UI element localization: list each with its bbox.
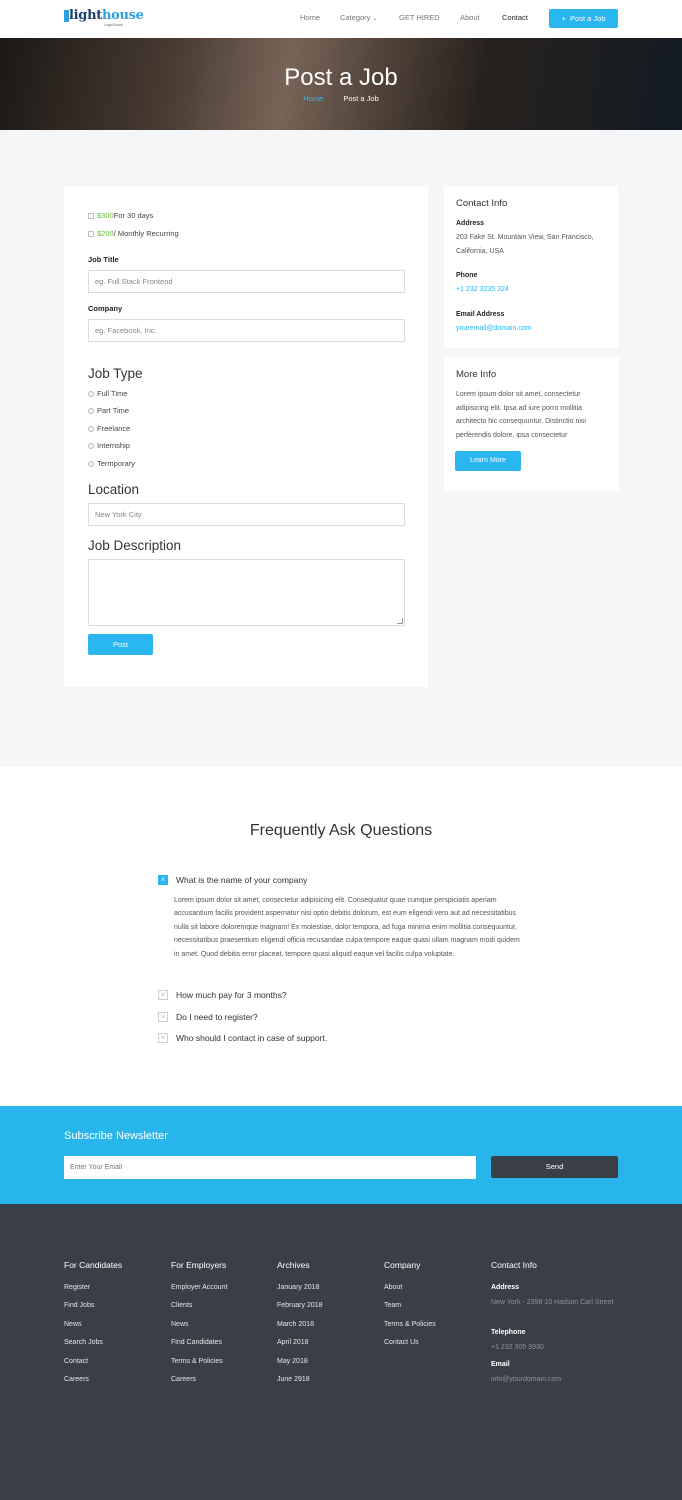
- chevron-down-icon: ˅: [158, 990, 168, 1000]
- footer-link[interactable]: Clients: [171, 1302, 193, 1309]
- faq-question-text: How much pay for 3 months?: [176, 990, 287, 1000]
- more-info-card: [444, 357, 618, 491]
- company-input[interactable]: eg. Facebook, Inc.: [88, 319, 405, 342]
- footer-address-label: Address: [491, 1284, 520, 1291]
- radio-icon: [88, 408, 94, 414]
- newsletter-email-input[interactable]: Enter Your Email: [64, 1156, 476, 1179]
- radio-icon: [88, 391, 94, 397]
- job-description-textarea[interactable]: [88, 559, 405, 626]
- job-type-heading: Job Type: [88, 366, 143, 381]
- hero-banner: [0, 38, 682, 130]
- footer-link[interactable]: Careers: [171, 1376, 196, 1383]
- resize-handle-icon[interactable]: [397, 618, 403, 624]
- post-job-section: [0, 130, 682, 767]
- footer-email-label: Email: [491, 1361, 510, 1368]
- radio-label: Termporary: [97, 459, 135, 468]
- job-type-temporary[interactable]: [88, 459, 135, 468]
- job-type-freelance[interactable]: [88, 424, 130, 433]
- footer-link[interactable]: News: [171, 1321, 189, 1328]
- newsletter-section: [0, 1106, 682, 1204]
- footer-candidates-title: For Candidates: [64, 1260, 123, 1270]
- location-input[interactable]: New York City: [88, 503, 405, 526]
- job-type-full-time[interactable]: [88, 389, 127, 398]
- footer-link[interactable]: Contact: [64, 1358, 89, 1365]
- faq-question-3[interactable]: [158, 1012, 258, 1022]
- footer-link[interactable]: Careers: [64, 1376, 89, 1383]
- footer-link[interactable]: January 2018: [277, 1284, 320, 1291]
- faq-question-text: Who should I contact in case of support.: [176, 1033, 328, 1043]
- radio-label: Part Time: [97, 406, 130, 415]
- job-type-internship[interactable]: [88, 441, 130, 450]
- plan-desc: For 30 days: [113, 211, 154, 220]
- footer-link[interactable]: March 2018: [277, 1321, 314, 1328]
- job-title-label: Job Title: [88, 255, 119, 264]
- faq-question-2[interactable]: [158, 990, 287, 1000]
- more-info-title: More Info: [456, 369, 497, 380]
- faq-question-text: Do I need to register?: [176, 1012, 258, 1022]
- nav-contact[interactable]: Contact: [502, 13, 528, 22]
- footer-link[interactable]: About: [384, 1284, 403, 1291]
- post-job-label: Post a Job: [570, 14, 606, 23]
- footer-link[interactable]: Terms & Policies: [384, 1321, 436, 1328]
- job-title-input[interactable]: eg. Full Stack Frontend: [88, 270, 405, 293]
- breadcrumb: [0, 94, 682, 103]
- email-link[interactable]: youremail@domain.com: [456, 325, 532, 332]
- footer-employers-title: For Employers: [171, 1260, 227, 1270]
- faq-question-text: What is the name of your company: [176, 875, 308, 885]
- footer-link[interactable]: Register: [64, 1284, 91, 1291]
- faq-answer-1: Lorem ipsum dolor sit amet, consectetur adipisicing elit. Consequatur quae cumque perspiciatis aperiam accusantium facilis provident aspernatur nisi optio debitis dolorum, est eum eligendi vero aut ad necessitatibus nulla sit labore doloremque magnam! Ex molestiae, dolor tempora, ad fuga minima enim mollitia consequuntur, necessitatibus praesentium eligendi officia recusandae culpa tempore eaque quasi ullam magnam modi quidem in amet. Quod debitis error placeat, tempore quasi aliquid eaque vel facilis culpa voluptate.: [174, 897, 520, 958]
- footer-link[interactable]: Team: [384, 1302, 402, 1309]
- site-logo[interactable]: [64, 7, 144, 31]
- radio-icon: [88, 443, 94, 449]
- footer-link[interactable]: Search Jobs: [64, 1339, 103, 1346]
- chevron-up-icon: ˄: [158, 875, 168, 885]
- newsletter-title: Subscribe Newsletter: [64, 1130, 168, 1142]
- radio-icon: [88, 426, 94, 432]
- plan-price: $200: [97, 229, 114, 238]
- footer-link[interactable]: February 2018: [277, 1302, 323, 1309]
- radio-icon: [88, 461, 94, 467]
- footer: [0, 1204, 682, 1500]
- checkbox-icon: [88, 231, 94, 237]
- footer-link[interactable]: Employer Account: [171, 1284, 228, 1291]
- chevron-down-icon: ˅: [158, 1033, 168, 1043]
- plan-price: $300: [97, 211, 114, 220]
- chevron-down-icon: ˅: [158, 1012, 168, 1022]
- nav-category[interactable]: [340, 13, 378, 22]
- address-label: Address: [456, 220, 485, 227]
- nav-home[interactable]: Home: [300, 13, 321, 22]
- footer-link[interactable]: Contact Us: [384, 1339, 419, 1346]
- faq-question-4[interactable]: [158, 1033, 327, 1043]
- phone-label: Phone: [456, 272, 478, 279]
- nav-about[interactable]: About: [460, 13, 480, 22]
- footer-link[interactable]: May 2018: [277, 1358, 308, 1365]
- job-type-part-time[interactable]: [88, 406, 129, 415]
- faq-question-1[interactable]: [158, 875, 307, 885]
- email-label: Email Address: [456, 311, 505, 318]
- nav-category-label: Category: [340, 13, 371, 22]
- plan-option-monthly[interactable]: [88, 229, 179, 238]
- plan-desc: / Monthly Recurring: [113, 229, 179, 238]
- chevron-down-icon: ⌄: [372, 16, 378, 22]
- breadcrumb-home[interactable]: Home: [303, 94, 324, 103]
- contact-info-title: Contact Info: [456, 198, 508, 209]
- footer-archives-title: Archives: [277, 1260, 310, 1270]
- job-description-heading: Job Description: [88, 538, 182, 553]
- post-job-button[interactable]: [549, 9, 618, 28]
- footer-link[interactable]: June 2918: [277, 1376, 310, 1383]
- post-job-form: [64, 186, 428, 687]
- footer-telephone-label: Telephone: [491, 1329, 526, 1336]
- nav-get-hired[interactable]: GET HIRED: [399, 13, 440, 22]
- learn-more-button[interactable]: Learn More: [455, 451, 521, 471]
- company-label: Company: [88, 304, 123, 313]
- plan-option-30days[interactable]: [88, 211, 153, 220]
- footer-telephone-value: +1 232 305 3930: [491, 1344, 544, 1351]
- footer-link[interactable]: Find Candidates: [171, 1339, 222, 1346]
- faq-title: Frequently Ask Questions: [249, 822, 433, 839]
- top-navbar: [0, 0, 682, 38]
- footer-address-value: New York - 2398 10 Hadson Carl Street: [491, 1299, 614, 1306]
- newsletter-send-button[interactable]: Send: [491, 1156, 618, 1178]
- footer-link[interactable]: Find Jobs: [64, 1302, 95, 1309]
- address-value: 203 Fake St. Mountain View, San Francisco, California, USA: [456, 234, 594, 255]
- radio-label: Freelance: [97, 424, 131, 433]
- logo-text-light: light: [69, 8, 102, 23]
- page-title: Post a Job: [284, 64, 398, 91]
- footer-link[interactable]: April 2018: [277, 1339, 309, 1346]
- logo-subtitle: Legal Board: [104, 23, 123, 27]
- phone-link[interactable]: +1 232 3235 324: [456, 286, 509, 293]
- radio-label: Internship: [97, 441, 130, 450]
- footer-contact-title: Contact Info: [491, 1260, 537, 1270]
- footer-link[interactable]: News: [64, 1321, 82, 1328]
- plus-icon: +: [561, 14, 566, 23]
- contact-info-card: [444, 186, 618, 348]
- breadcrumb-current: Post a Job: [343, 94, 379, 103]
- footer-email-value[interactable]: info@yourdomain.com: [491, 1376, 562, 1383]
- location-heading: Location: [88, 482, 140, 497]
- checkbox-icon: [88, 213, 94, 219]
- footer-company-title: Company: [384, 1260, 421, 1270]
- logo-text-house: house: [101, 8, 144, 23]
- footer-link[interactable]: Terms & Policies: [171, 1358, 223, 1365]
- radio-label: Full Time: [97, 389, 128, 398]
- post-button[interactable]: Post: [88, 634, 153, 655]
- more-info-text: Lorem ipsum dolor sit amet, consectetur adipisicing elit. Ipsa ad iure porro mollitia architecto hic consequuntur. Distinctio nisi perferendis dolore, ipsa consectetur: [456, 391, 586, 439]
